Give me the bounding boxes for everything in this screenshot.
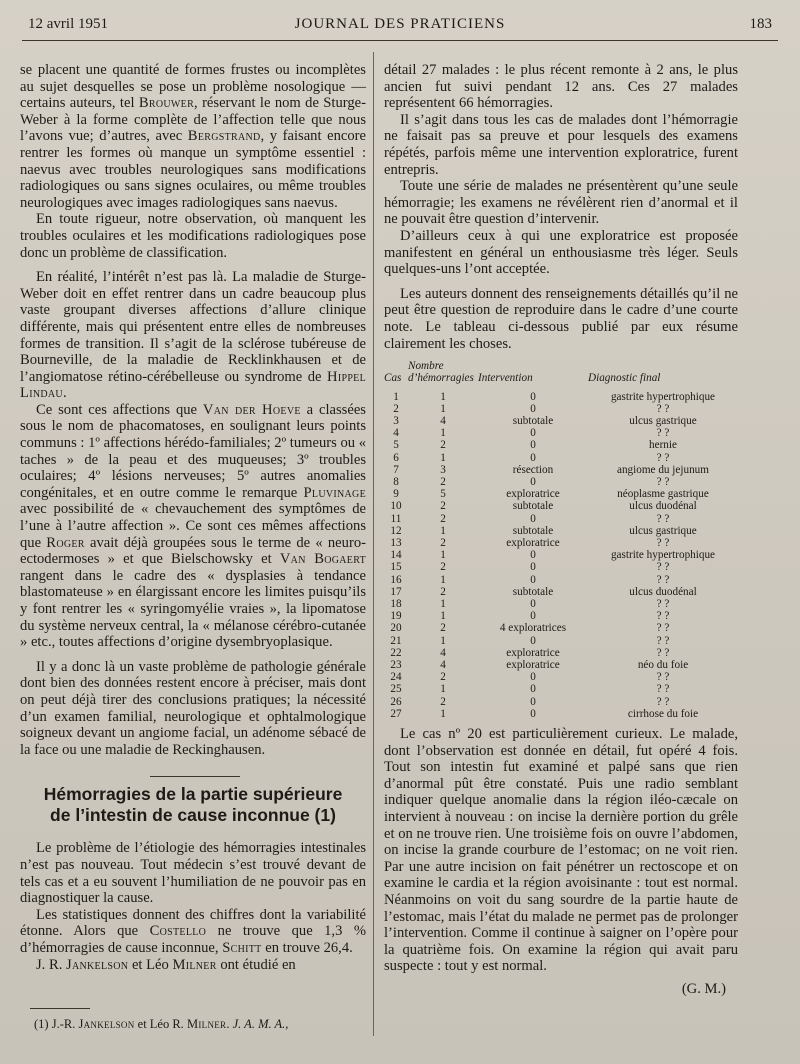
table-cell: 22 — [390, 646, 402, 659]
table-cell: 2 — [440, 500, 446, 513]
table-row — [384, 476, 738, 488]
table-cell: ? ? — [656, 451, 670, 464]
table-cell: 4 exploratrices — [499, 622, 567, 635]
paragraph: Le cas nº 20 est particulièrement curieux. Le malade, dont l’observation est donnée en détail, fut opéré 4 fois. Tout son intestin fut examiné et palpé sans que rien d’anormal pût être constaté. Puis une radio semblant indiquer quelque anomalie dans la région iléo-cæcale on intervient à nouveau : on incise la dernière portion du grêle et on ne trouve rien. Une troisième fois on ouvre l’abdomen, on incise la grande courbure de l’estomac; on ne voit rien. Par une autre incision on fait pénétrer un rectoscope et on examine le cardia et la région avoisinante : tout est normal. Néanmoins on voit du sang sourdre de la partie haute de l’estomac, mais l’état du malade ne permet pas de prolonger l’intervention. Comme il continue à saigner on l’opère pour la quatrième fois. On examine la région qui avait paru suspecte : tout y est normal. — [384, 725, 738, 975]
table-cell: 2 — [440, 671, 446, 684]
table-cell: 26 — [390, 695, 402, 708]
table-cell: 1 — [440, 390, 446, 403]
table-row — [384, 403, 738, 415]
table-cell: ? ? — [656, 561, 670, 574]
paragraph: Les statistiques donnent des chiffres dont la variabilité étonne. Alors que Costello ne trouve que 1,3 % d’hémorragies de cause inconnue, Schitt en trouve 26,4. — [20, 906, 366, 956]
footnote-rule — [30, 1008, 90, 1009]
col-header-diagnostic: Diagnostic final — [588, 372, 661, 385]
header-rule — [22, 40, 778, 41]
table-cell: gastrite hypertrophique — [610, 549, 716, 562]
table-cell: 0 — [530, 402, 536, 415]
table-cell: 2 — [440, 622, 446, 635]
paragraph: Ce sont ces affections que Van der Hoeve a classées sous le nom de phacomatoses, en soulignant leurs points communs : 1º affections hérédo-familiales; 2º tumeurs ou « taches » de la peau et des muqueuses; 3º troubles oculaires; 4º lésions nerveuses; 5º autres anomalies congénitales, et en outre comme le remarque Pluvinage avec possibilité de « chevauchement des symptômes de l’une à l’autre affection ». Ce sont ces mêmes affections que Roger avait déjà groupées sous le terme de « neuro-ectodermoses » et que Bielschowsky et Van Bogaert rangent dans le cadre des « dysplasies à tendance blastomateuse » en élargissant encore les limites puisqu’ils y font rentrer les « syringomyélie vraies », la lipomatose du système nerveux central, la « mélanose cérébro-cutanée » etc., toutes affections d’origine dysembryoplasique. — [20, 401, 366, 651]
table-cell: 3 — [393, 414, 399, 427]
paragraph: Les auteurs donnent des renseignements détaillés qu’il ne peut être question de reproduire dans le cadre d’une courte note. Le tableau ci-dessous publié par eux résume clairement les choses. — [384, 285, 738, 352]
table-row — [384, 549, 738, 561]
table-body — [384, 391, 738, 720]
table-row — [384, 488, 738, 500]
table-cell: subtotale — [512, 414, 554, 427]
table-cell: 27 — [390, 707, 402, 720]
table-cell: 0 — [530, 512, 536, 525]
table-cell: 5 — [393, 439, 399, 452]
table-cell: 2 — [393, 402, 399, 415]
right-column — [384, 62, 738, 997]
table-row — [384, 525, 738, 537]
table-row — [384, 439, 738, 451]
table-cell: 1 — [440, 573, 446, 586]
table-cell: 1 — [440, 451, 446, 464]
table-cell: 2 — [440, 512, 446, 525]
paragraph: Le problème de l’étiologie des hémorragies intestinales n’est pas nouveau. Tout médecin s’est trouvé devant de tels cas et a eu souvent l’humiliation de ne pouvoir pas en diagnostiquer la cause. — [20, 840, 366, 907]
header-date: 12 avril 1951 — [28, 16, 108, 32]
article-title-line: Hémorragies de la partie supérieure — [43, 784, 343, 805]
table-cell: 4 — [440, 658, 446, 671]
table-cell: 0 — [530, 707, 536, 720]
table-cell: 21 — [390, 634, 402, 647]
table-cell: gastrite hypertrophique — [610, 390, 716, 403]
table-row — [384, 659, 738, 671]
table-row — [384, 561, 738, 573]
table-cell: 4 — [440, 414, 446, 427]
table-cell: subtotale — [512, 585, 554, 598]
paragraph: En toute rigueur, notre observation, où manquent les troubles oculaires et les modifications radiologiques pose donc un problème de classification. — [20, 211, 366, 261]
table-row — [384, 452, 738, 464]
paragraph: D’ailleurs ceux à qui une exploratrice est proposée manifestent en général un enthousiasme très léger. Seuls quelques-uns l’ont acceptée. — [384, 227, 738, 278]
col-header-hemorragies: Nombre d’hémorragies — [408, 360, 474, 385]
table-cell: 0 — [530, 427, 536, 440]
table-row — [384, 513, 738, 525]
table-row — [384, 537, 738, 549]
table-cell: 6 — [393, 451, 399, 464]
table-cell: ? ? — [656, 597, 670, 610]
table-cell: ulcus gastrique — [629, 524, 697, 537]
table-cell: 0 — [530, 634, 536, 647]
table-cell: 0 — [530, 671, 536, 684]
table-cell: 19 — [390, 610, 402, 623]
table-cell: 1 — [440, 610, 446, 623]
paragraph: se placent une quantité de formes frustes ou incomplètes au sujet desquelles se pose un problème nosologique — certains auteurs, tel Brouwer, réservant le nom de Sturge-Weber à la forme complète de l’affection telle que nous l’avons vue; d’autres, avec Bergstrand, y faisant encore rentrer les formes où manque un symptôme essentiel : naevus avec troubles neurologiques sans modifications radiologiques ou sans signes oculaires, ou même troubles neurologiques avec images radiologiques sans naevus. — [20, 62, 366, 211]
table-cell: 25 — [390, 683, 402, 696]
table-cell: 0 — [530, 561, 536, 574]
footnote: (1) J.-R. Jankelson et Léo R. Milner. J. A. M. A., — [34, 1017, 289, 1031]
table-row — [384, 610, 738, 622]
table-cell: néo du foie — [637, 658, 689, 671]
table-header-row — [384, 360, 738, 390]
table-row — [384, 574, 738, 586]
article-title — [20, 776, 366, 826]
table-row — [384, 391, 738, 403]
table-cell: exploratrice — [506, 658, 560, 671]
paragraph: Il s’agit dans tous les cas de malades dont l’hémorragie ne faisait pas sa preuve et pour lesquels des examens répétés, parfois même une intervention exploratrice, furent entrepris. — [384, 111, 738, 178]
table-cell: 2 — [440, 439, 446, 452]
table-cell: 0 — [530, 610, 536, 623]
table-cell: ulcus duodénal — [629, 500, 697, 513]
table-cell: 24 — [390, 671, 402, 684]
table-cell: 4 — [440, 646, 446, 659]
table-row — [384, 671, 738, 683]
table-row — [384, 586, 738, 598]
table-cell: 0 — [530, 451, 536, 464]
table-cell: 2 — [440, 561, 446, 574]
table-cell: 2 — [440, 585, 446, 598]
table-cell: 2 — [440, 695, 446, 708]
article-title-line: de l’intestin de cause inconnue (1) — [50, 805, 336, 826]
table-cell: ? ? — [656, 646, 670, 659]
table-cell: 11 — [390, 512, 402, 525]
table-row — [384, 708, 738, 720]
table-cell: 1 — [440, 549, 446, 562]
table-row — [384, 415, 738, 427]
table-row — [384, 427, 738, 439]
table-cell: 0 — [530, 573, 536, 586]
table-row — [384, 598, 738, 610]
col-header-cas: Cas — [384, 372, 402, 385]
table-cell: ulcus gastrique — [629, 414, 697, 427]
table-cell: subtotale — [512, 524, 554, 537]
paragraph: détail 27 malades : le plus récent remonte à 2 ans, le plus ancien fut suivi pendant 12 ans. Ces 27 malades représentent 66 hémorragies. — [384, 62, 738, 112]
table-cell: 3 — [440, 463, 446, 476]
table-cell: 0 — [530, 390, 536, 403]
table-cell: 1 — [440, 402, 446, 415]
paragraph: Il y a donc là un vaste problème de pathologie générale dont bien des données restent encore à préciser, mais dont on peut déjà tirer des conclusions pratiques; la nécessité d’un examen familial, neurologique et ophtalmologique soigneux devant un angiome facial, un adénome sébacé de la face ou une maladie de Reckinghausen. — [20, 658, 366, 758]
paragraph: J. R. Jankelson et Léo Milner ont étudié en — [36, 956, 296, 973]
table-cell: 0 — [530, 597, 536, 610]
table-cell: 1 — [440, 427, 446, 440]
table-cell: exploratrice — [506, 536, 560, 549]
table-cell: 0 — [530, 695, 536, 708]
col-header-intervention: Intervention — [478, 372, 533, 385]
table-row — [384, 683, 738, 695]
table-cell: 18 — [390, 597, 402, 610]
table-cell: 16 — [390, 573, 402, 586]
table-cell: hernie — [649, 439, 677, 452]
table-cell: 10 — [390, 500, 402, 513]
table-cell: 1 — [440, 524, 446, 537]
table-cell: exploratrice — [506, 488, 560, 501]
table-cell: ulcus duodénal — [629, 585, 697, 598]
table-cell: ? ? — [656, 475, 670, 488]
table-row — [384, 696, 738, 708]
table-cell: ? ? — [656, 622, 670, 635]
table-cell: 7 — [393, 463, 399, 476]
table-cell: 13 — [390, 536, 402, 549]
table-cell: ? ? — [656, 427, 670, 440]
table-cell: 12 — [390, 524, 402, 537]
table-cell: 0 — [530, 439, 536, 452]
table-cell: 1 — [440, 683, 446, 696]
journal-title: JOURNAL DES PRATICIENS — [294, 16, 506, 32]
table-cell: ? ? — [656, 683, 670, 696]
table-cell: 0 — [530, 683, 536, 696]
cases-table — [384, 360, 738, 720]
paragraph: En réalité, l’intérêt n’est pas là. La maladie de Sturge-Weber doit en effet rentrer dans un cadre beaucoup plus vaste groupant diverses affections d’allure clinique différente, mais qui présentent entre elles de nombreuses formes de transition. Il s’agit de la sclérose tubéreuse de Bourneville, de la maladie de Recklinkhausen et de l’angiomatose rétino-cérébelleuse ou syndrome de Hippel Lindau. — [20, 269, 366, 402]
column-divider — [373, 52, 374, 1036]
table-cell: 0 — [530, 475, 536, 488]
table-cell: 1 — [440, 707, 446, 720]
table-row — [384, 500, 738, 512]
table-cell: 4 — [393, 427, 399, 440]
signature: (G. M.) — [681, 980, 726, 997]
table-cell: ? ? — [656, 695, 670, 708]
table-row — [384, 622, 738, 634]
table-cell: néoplasme gastrique — [617, 488, 709, 501]
page-number: 183 — [749, 16, 772, 32]
table-cell: exploratrice — [506, 646, 560, 659]
table-cell: 23 — [390, 658, 402, 671]
table-cell: ? ? — [656, 573, 670, 586]
table-cell: ? ? — [656, 402, 670, 415]
table-cell: angiome du jejunum — [617, 463, 709, 476]
table-cell: 1 — [440, 634, 446, 647]
table-cell: 2 — [440, 475, 446, 488]
table-cell: 5 — [440, 488, 446, 501]
table-cell: cirrhose du foie — [627, 707, 699, 720]
left-column — [20, 62, 366, 973]
running-header — [28, 12, 772, 38]
table-cell: ? ? — [656, 671, 670, 684]
table-cell: 8 — [393, 475, 399, 488]
table-row — [384, 635, 738, 647]
table-cell: 1 — [440, 597, 446, 610]
table-cell: 0 — [530, 549, 536, 562]
table-row — [384, 647, 738, 659]
table-cell: subtotale — [512, 500, 554, 513]
table-cell: 15 — [390, 561, 402, 574]
table-cell: 20 — [390, 622, 402, 635]
table-cell: 1 — [393, 390, 399, 403]
table-cell: ? ? — [656, 512, 670, 525]
table-row — [384, 464, 738, 476]
table-cell: 9 — [393, 488, 399, 501]
paragraph: Toute une série de malades ne présentèrent qu’une seule hémorragie; les examens ne révélèrent rien d’anormal et il ne pouvait être question d’intervenir. — [384, 178, 738, 228]
table-cell: résection — [512, 463, 554, 476]
table-cell: ? ? — [656, 610, 670, 623]
table-cell: 17 — [390, 585, 402, 598]
table-cell: 2 — [440, 536, 446, 549]
table-cell: 14 — [390, 549, 402, 562]
table-cell: ? ? — [656, 536, 670, 549]
table-cell: ? ? — [656, 634, 670, 647]
